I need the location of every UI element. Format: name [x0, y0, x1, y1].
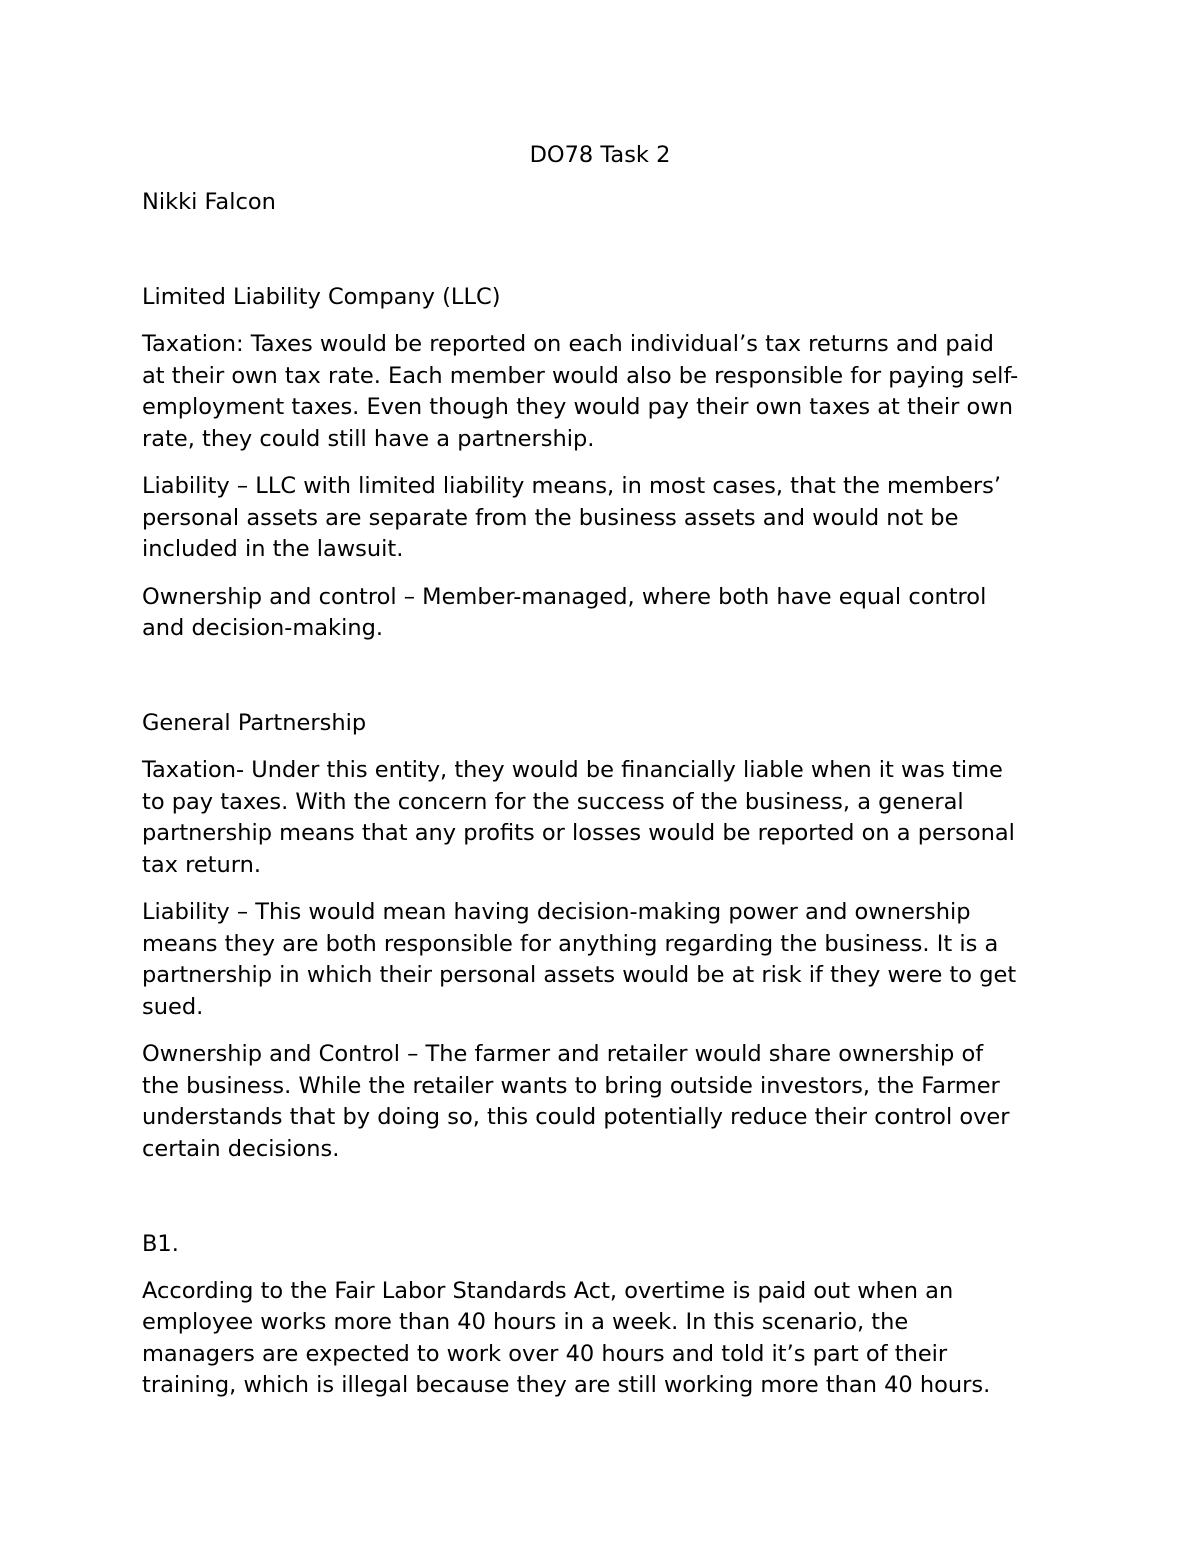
paragraph-line: employment taxes. Even though they would pay their own taxes at their own	[142, 394, 1013, 420]
paragraph-line: the business. While the retailer wants to bring outside investors, the Farmer	[142, 1073, 1000, 1099]
section-heading: General Partnership	[142, 710, 367, 736]
paragraph-line: tax return.	[142, 852, 262, 878]
paragraph-line: and decision-making.	[142, 615, 384, 641]
paragraph-line: employee works more than 40 hours in a week. In this scenario, the	[142, 1309, 909, 1335]
paragraph-line: Taxation: Taxes would be reported on each individual’s tax returns and paid	[142, 331, 994, 357]
paragraph-line: managers are expected to work over 40 hours and told it’s part of their	[142, 1341, 948, 1367]
paragraph-line: Ownership and Control – The farmer and retailer would share ownership of	[142, 1041, 984, 1067]
paragraph-line: means they are both responsible for anything regarding the business. It is a	[142, 931, 999, 957]
paragraph-line: understands that by doing so, this could potentially reduce their control over	[142, 1104, 1010, 1130]
paragraph-line: training, which is illegal because they are still working more than 40 hours.	[142, 1372, 991, 1398]
section-heading: B1.	[142, 1231, 179, 1257]
paragraph-line: at their own tax rate. Each member would also be responsible for paying self-	[142, 363, 1019, 389]
paragraph-line: partnership means that any profits or losses would be reported on a personal	[142, 820, 1015, 846]
paragraph-line: sued.	[142, 994, 204, 1020]
paragraph-line: Liability – LLC with limited liability means, in most cases, that the members’	[142, 473, 1001, 499]
author-name: Nikki Falcon	[142, 189, 276, 215]
paragraph-line: Liability – This would mean having decision-making power and ownership	[142, 899, 971, 925]
paragraph-line: personal assets are separate from the business assets and would not be	[142, 505, 959, 531]
paragraph-line: partnership in which their personal assets would be at risk if they were to get	[142, 962, 1017, 988]
paragraph-line: included in the lawsuit.	[142, 536, 404, 562]
paragraph-line: Taxation- Under this entity, they would be financially liable when it was time	[142, 757, 1003, 783]
paragraph-line: rate, they could still have a partnership.	[142, 426, 595, 452]
paragraph-line: to pay taxes. With the concern for the success of the business, a general	[142, 789, 964, 815]
section-heading: Limited Liability Company (LLC)	[142, 284, 501, 310]
document-title: DO78 Task 2	[529, 142, 671, 168]
paragraph-line: According to the Fair Labor Standards Act, overtime is paid out when an	[142, 1278, 954, 1304]
paragraph-line: Ownership and control – Member-managed, where both have equal control	[142, 584, 987, 610]
paragraph-line: certain decisions.	[142, 1136, 340, 1162]
